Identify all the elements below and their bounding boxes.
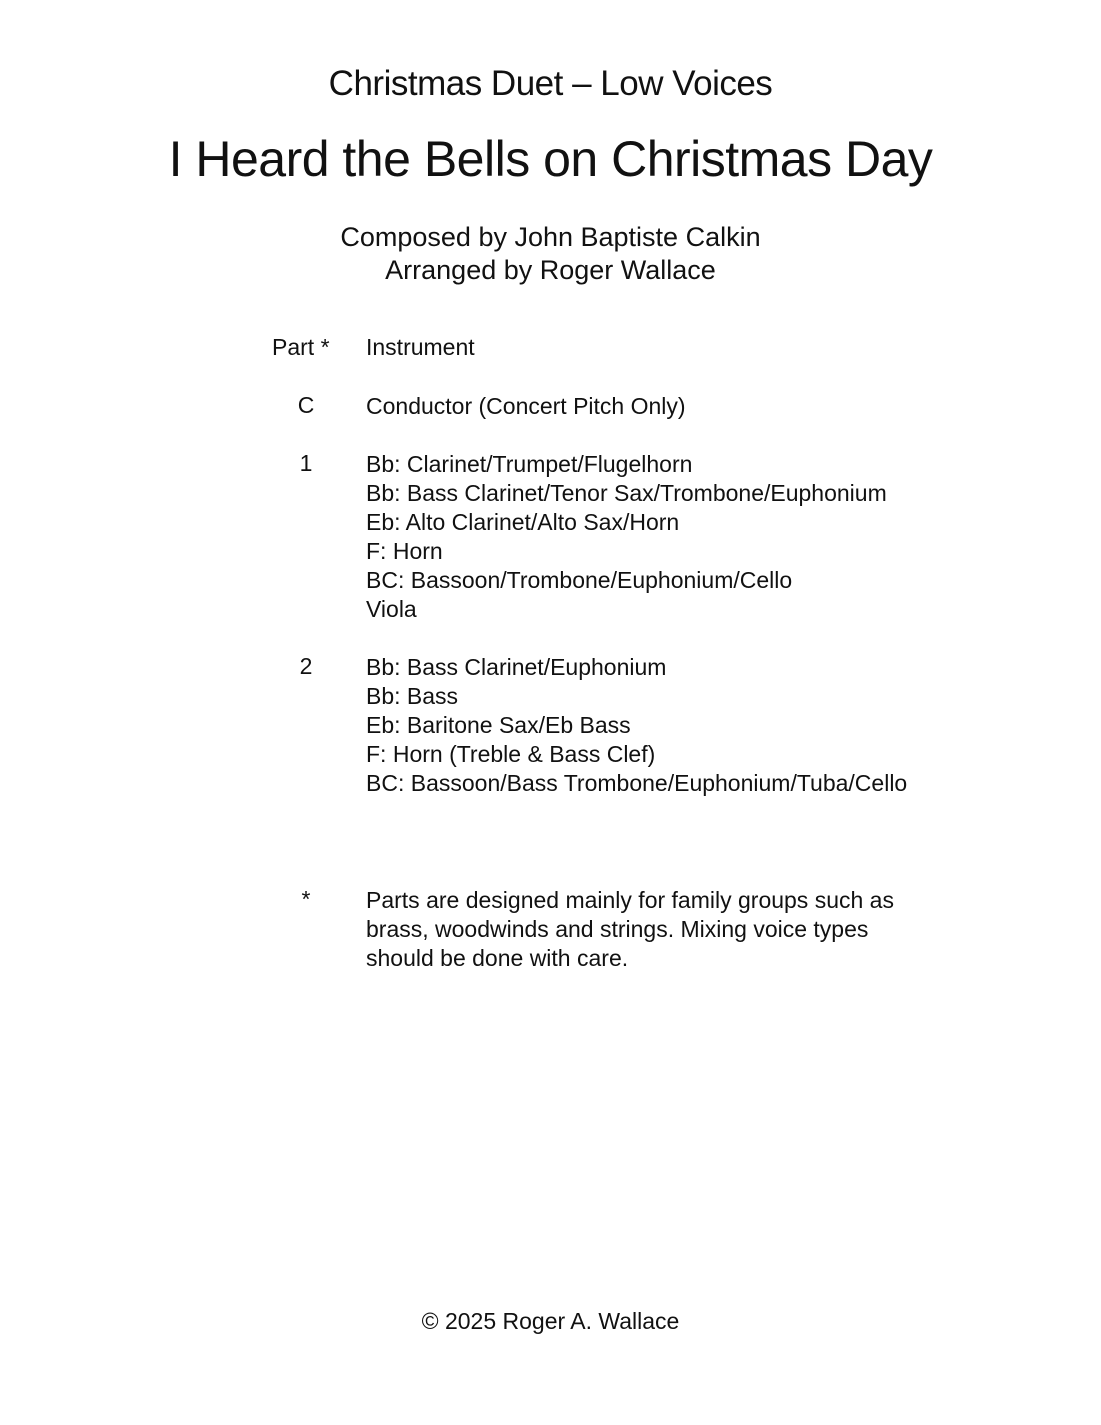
instrument-line: F: Horn [366,538,443,564]
footnote-line: Parts are designed mainly for family groups such as [366,887,894,913]
footnote-mark: * [301,886,311,912]
part-code-1: 1 [299,450,313,476]
footnote-line: brass, woodwinds and strings. Mixing voice types [366,916,869,942]
series-title: Christmas Duet – Low Voices [328,64,773,103]
instrument-list-c [366,392,686,421]
part-column-header: Part * [272,334,330,360]
instrument-line: Eb: Alto Clarinet/Alto Sax/Horn [366,509,680,535]
part-code-2: 2 [299,653,313,679]
instrument-column-header: Instrument [366,334,475,360]
instrument-list-1 [366,450,887,624]
instrument-line: F: Horn (Treble & Bass Clef) [366,741,656,767]
instrument-line: Bb: Bass Clarinet/Tenor Sax/Trombone/Euphonium [366,480,887,506]
instrument-line: Bb: Bass [366,683,459,709]
composer-credit: Composed by John Baptiste Calkin [340,222,761,252]
instrument-list-2 [366,653,907,798]
copyright-notice: © 2025 Roger A. Wallace [421,1308,680,1334]
instrument-line: Conductor (Concert Pitch Only) [366,393,686,419]
instrument-line: Bb: Bass Clarinet/Euphonium [366,654,667,680]
instrument-line: Bb: Clarinet/Trumpet/Flugelhorn [366,451,693,477]
footnote-line: should be done with care. [366,945,629,971]
instrument-line: Eb: Baritone Sax/Eb Bass [366,712,631,738]
instrument-line: BC: Bassoon/Trombone/Euphonium/Cello [366,567,793,593]
part-code-c: C [297,392,315,418]
arranger-credit: Arranged by Roger Wallace [385,255,716,285]
footnote-text [366,886,894,973]
instrument-line: BC: Bassoon/Bass Trombone/Euphonium/Tuba/Cello [366,770,908,796]
page-title: I Heard the Bells on Christmas Day [168,131,933,187]
instrument-line: Viola [366,596,417,622]
